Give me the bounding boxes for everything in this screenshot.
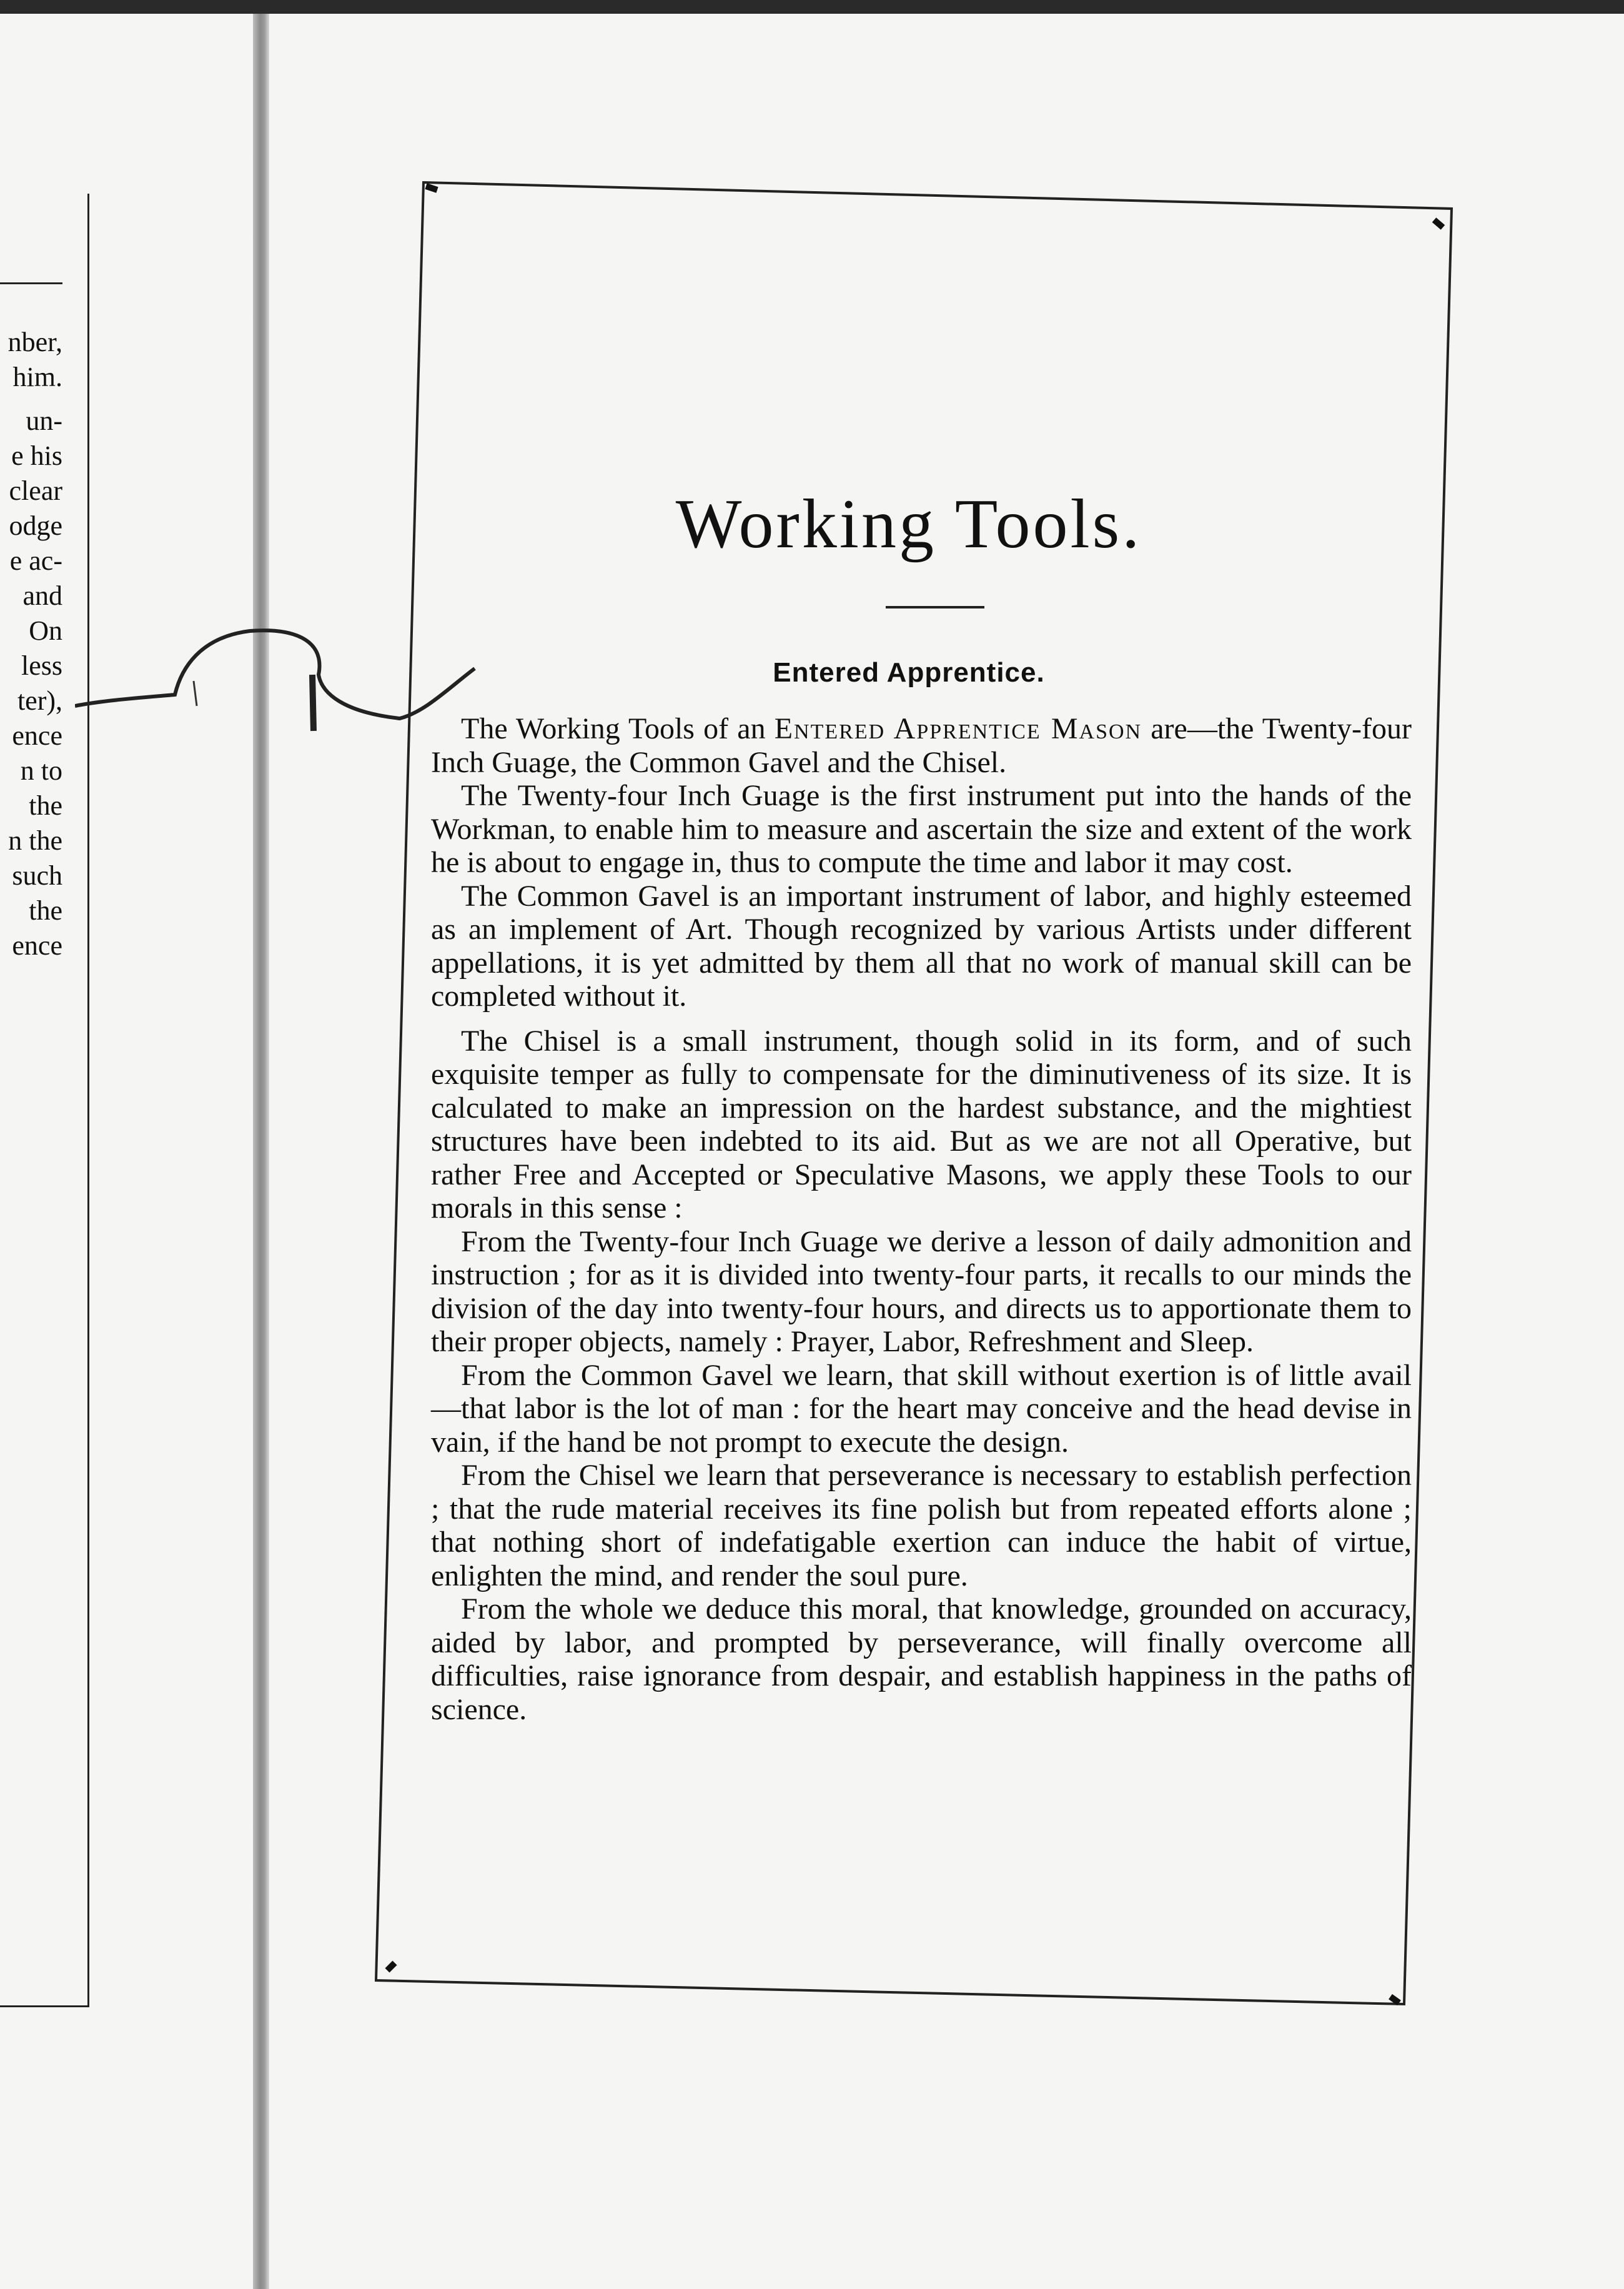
left-fragment: the <box>29 790 62 821</box>
paragraph: From the Chisel we learn that perseverance is necessary to establish perfection ; that the rude material receives its fine polish but from repeated efforts alone ; that nothing short of indefatigable exertion can induce the habit of virtue, enlighten the mind, and render the soul pure. <box>431 1459 1412 1592</box>
paragraph: From the Twenty-four Inch Guage we derive a lesson of daily admonition and instruction ; for as it is divided into twenty-four parts, it recalls to our minds the division of the day into twenty-four hours, and directs us to apportionate them to their proper objects, namely : Prayer, Labor, Refreshment and Sleep. <box>431 1224 1412 1358</box>
paragraph: The Common Gavel is an important instrument of labor, and highly esteemed as an implement of Art. Though recognized by various Artists under different appellations, it is yet admitted by them all that no work of manual skill can be completed without it. <box>431 879 1412 1013</box>
paragraph: The Chisel is a small instrument, though solid in its form, and of such exquisite temper as fully to compensate for the diminutiveness of its size. It is calculated to make an impression on the hardest substance, and the mightiest structures have been indebted to its aid. But as we are not all Operative, but rather Free and Accepted or Speculative Masons, we apply these Tools to our morals in this sense : <box>431 1024 1412 1224</box>
left-fragment: e ac- <box>9 545 62 576</box>
left-fragment: n the <box>8 825 62 856</box>
left-fragment: On <box>29 615 62 646</box>
left-fragment: odge <box>9 510 62 541</box>
paragraph: The Twenty-four Inch Guage is the first instrument put into the hands of the Workman, to enable him to measure and ascertain the size and extent of the work he is about to engage in, thus to compute the time and labor it may cost. <box>431 779 1412 879</box>
title-divider <box>886 606 984 608</box>
page-title: Working Tools. <box>675 485 1142 563</box>
left-fragment: nber, <box>7 327 62 357</box>
paragraph <box>431 712 1412 779</box>
left-fragment: him. <box>12 362 62 392</box>
left-fragment: un- <box>26 405 62 436</box>
left-fragment: ter), <box>17 685 62 716</box>
body-text <box>431 712 1412 1726</box>
left-fragment: and <box>22 580 62 611</box>
book-gutter <box>253 14 269 2289</box>
paragraph: From the whole we deduce this moral, that knowledge, grounded on accuracy, aided by labor, and prompted by perseverance, will finally overcome all difficulties, raise ignorance from despair, and establish happiness in the paths of science. <box>431 1592 1412 1726</box>
paragraph-text: are—the Twenty-four Inch Guage, the Common Gavel and the Chisel. <box>431 712 1412 779</box>
paragraph-text: The Working Tools of an <box>461 712 766 745</box>
left-fragment: ence <box>12 930 62 961</box>
left-page-rule <box>0 282 62 284</box>
left-fragment: clear <box>9 475 62 506</box>
paragraph: From the Common Gavel we learn, that skill without exertion is of little avail—that labor is the lot of man : for the heart may conceive and the head devise in vain, if the hand be not prompt to execute the design. <box>431 1358 1412 1459</box>
left-fragment: less <box>21 650 62 681</box>
left-fragment: e his <box>11 440 62 471</box>
small-caps-text: Entered Apprentice Mason <box>774 712 1142 745</box>
left-fragment: n to <box>20 755 62 786</box>
left-fragment: ence <box>12 720 62 751</box>
left-fragment: such <box>12 860 62 891</box>
section-heading: Entered Apprentice. <box>773 657 1045 688</box>
left-page-text-fragments <box>0 325 62 963</box>
left-fragment: the <box>29 895 62 926</box>
